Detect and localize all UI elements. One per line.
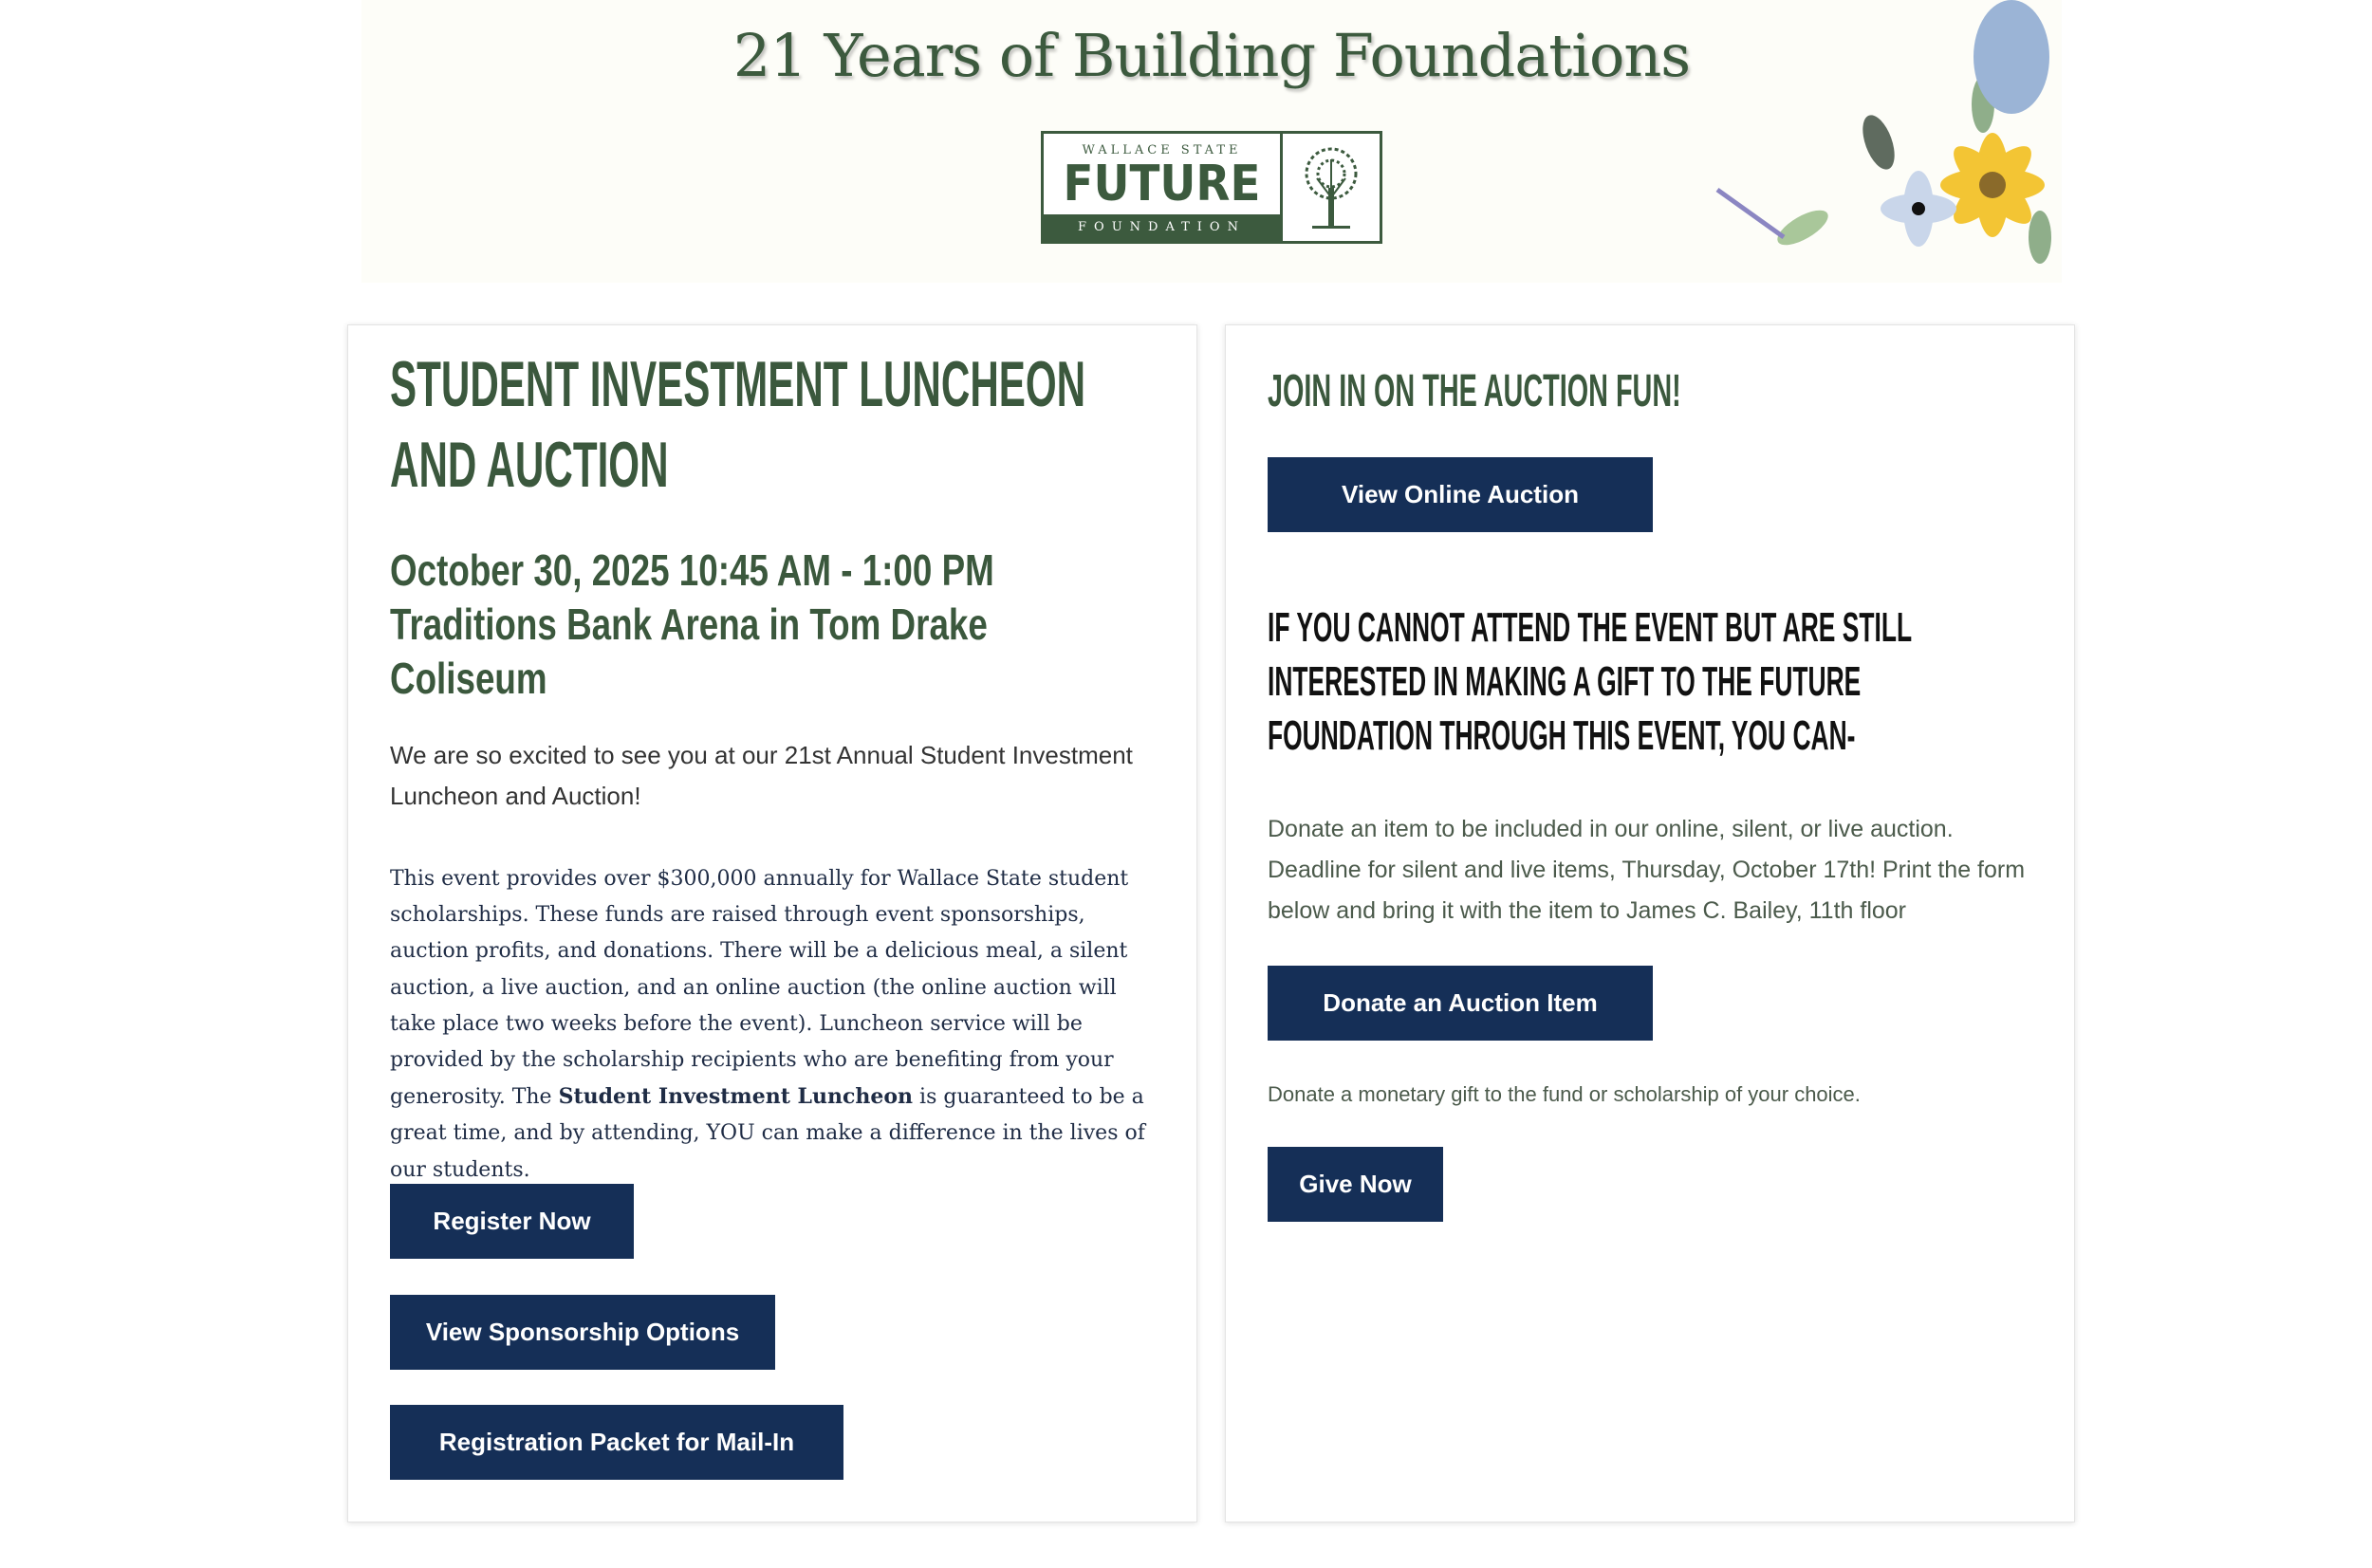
gift-heading-line: FOUNDATION THROUGH THIS EVENT, YOU CAN- bbox=[1268, 712, 1856, 759]
view-sponsorship-options-button[interactable]: View Sponsorship Options bbox=[390, 1295, 775, 1370]
register-now-button[interactable]: Register Now bbox=[390, 1184, 634, 1259]
logo-wordmark bbox=[1044, 134, 1283, 241]
registration-packet-button[interactable]: Registration Packet for Mail-In bbox=[390, 1405, 843, 1480]
event-heading-line: STUDENT INVESTMENT LUNCHEON bbox=[390, 348, 1086, 420]
event-description bbox=[390, 861, 1168, 1189]
header-banner bbox=[361, 0, 2062, 283]
description-bold: Student Investment Luncheon bbox=[558, 1084, 914, 1110]
event-date: October 30, 2025 10:45 AM - 1:00 PM bbox=[390, 545, 994, 595]
event-venue-line: Coliseum bbox=[390, 654, 547, 703]
logo-bottom-text: FOUNDATION bbox=[1044, 214, 1280, 241]
gift-heading bbox=[1268, 600, 2342, 763]
gift-heading-line: IF YOU CANNOT ATTEND THE EVENT BUT ARE STILL bbox=[1268, 604, 1913, 651]
event-date-location bbox=[390, 544, 1145, 706]
floral-decoration bbox=[1698, 0, 2059, 275]
description-text: This event provides over $300,000 annually for Wallace State student scholarships. These funds are raised through event sponsorships, auction profits, and donations. There will be a delicious meal, a silent auction, a live auction, and an online auction (the online auction will take place two weeks before the event). Luncheon service will be provided by the scholarship recipients who are benefiting from your generosity. The bbox=[390, 867, 1129, 1110]
view-online-auction-button[interactable]: View Online Auction bbox=[1268, 457, 1653, 532]
auction-heading-text: JOIN IN ON THE AUCTION FUN! bbox=[1268, 366, 1681, 416]
future-foundation-logo[interactable] bbox=[1041, 131, 1382, 244]
event-heading-line: AND AUCTION bbox=[390, 429, 669, 501]
event-info-card bbox=[347, 324, 1197, 1522]
auction-card bbox=[1225, 324, 2075, 1522]
donate-item-text: Donate an item to be included in our online, silent, or live auction. Deadline for silent and live items, Thursday, October 17th! Print the form below and bring it with the item to James C. Bailey, 11th floor bbox=[1268, 816, 2026, 924]
tree-icon bbox=[1283, 134, 1380, 241]
intro-text: We are so excited to see you at our 21st Annual Student Investment Luncheon and Auction! bbox=[390, 741, 1133, 810]
give-now-button[interactable]: Give Now bbox=[1268, 1147, 1443, 1222]
monetary-gift-text: Donate a monetary gift to the fund or scholarship of your choice. bbox=[1268, 1082, 1861, 1106]
donate-auction-item-button[interactable]: Donate an Auction Item bbox=[1268, 966, 1653, 1041]
description-text: is guaranteed to be a great time, and by attending, YOU can make a difference in the lives of our students. bbox=[390, 1085, 1145, 1182]
banner-title: 21 Years of Building Foundations bbox=[732, 21, 1691, 90]
auction-heading bbox=[1268, 365, 1956, 418]
logo-main-text: FUTURE bbox=[1063, 156, 1261, 212]
logo-top-text: WALLACE STATE bbox=[1082, 143, 1242, 157]
event-venue-line: Traditions Bank Arena in Tom Drake bbox=[390, 600, 988, 649]
gift-heading-line: INTERESTED IN MAKING A GIFT TO THE FUTURE bbox=[1268, 658, 1862, 705]
